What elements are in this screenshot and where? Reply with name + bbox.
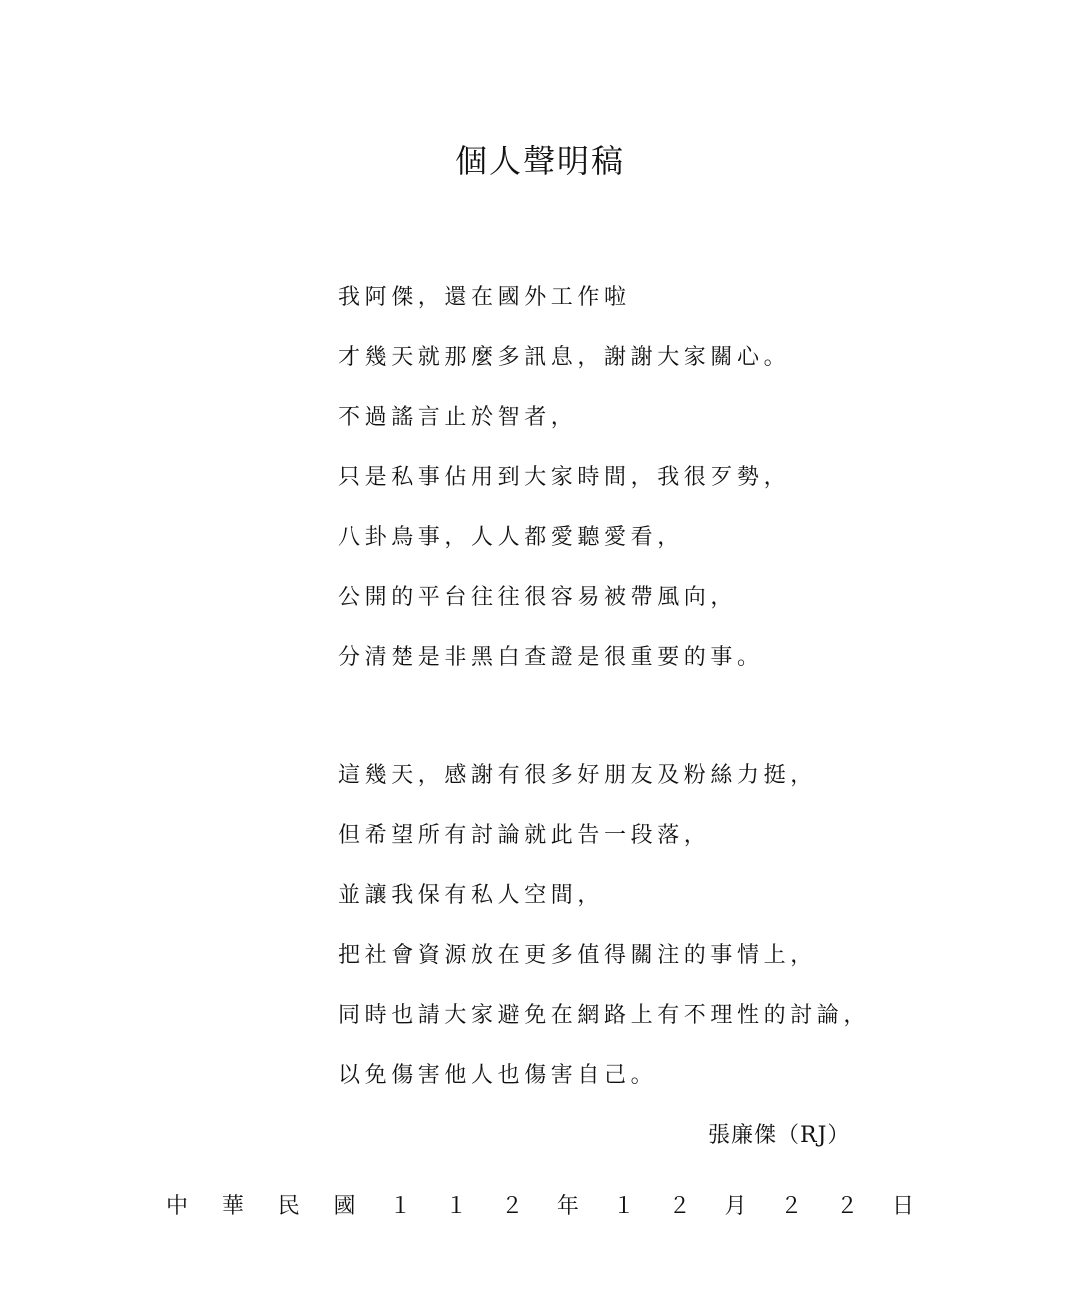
date-line (166, 1192, 914, 1222)
text-line: 才幾天就那麼多訊息，謝謝大家關心。 (338, 345, 791, 370)
text-line: 同時也請大家避免在網路上有不理性的討論， (338, 1003, 871, 1028)
date-char: ２ (501, 1194, 524, 1219)
text-line: 但希望所有討論就此告一段落， (338, 823, 711, 848)
document-title: 個人聲明稿 (454, 142, 625, 180)
date-char: 年 (556, 1194, 579, 1219)
date-char: 中 (166, 1194, 189, 1219)
text-line: 以免傷害他人也傷害自己。 (338, 1063, 658, 1088)
date-char: 國 (333, 1194, 356, 1219)
date-char: 月 (724, 1194, 747, 1219)
signature: 張廉傑（RJ） (708, 1123, 851, 1148)
date-char: １ (612, 1194, 635, 1219)
date-char: ２ (780, 1194, 803, 1219)
text-line: 並讓我保有私人空間， (338, 883, 605, 908)
date-char: 日 (891, 1194, 914, 1219)
text-line: 八卦鳥事，人人都愛聽愛看， (338, 525, 684, 550)
date-char: ２ (836, 1194, 859, 1219)
date-char: １ (445, 1194, 468, 1219)
text-line: 分清楚是非黑白查證是很重要的事。 (338, 645, 764, 670)
text-line: 只是私事佔用到大家時間，我很歹勢， (338, 465, 791, 490)
text-line: 我阿傑，還在國外工作啦 (338, 285, 631, 310)
text-line: 公開的平台往往很容易被帶風向， (338, 585, 738, 610)
text-line: 把社會資源放在更多值得關注的事情上， (338, 943, 817, 968)
text-line: 這幾天，感謝有很多好朋友及粉絲力挺， (338, 763, 817, 788)
date-char: １ (389, 1194, 412, 1219)
date-char: 華 (221, 1194, 244, 1219)
date-char: 民 (277, 1194, 300, 1219)
text-line: 不過謠言止於智者， (338, 405, 578, 430)
date-char: ２ (668, 1194, 691, 1219)
